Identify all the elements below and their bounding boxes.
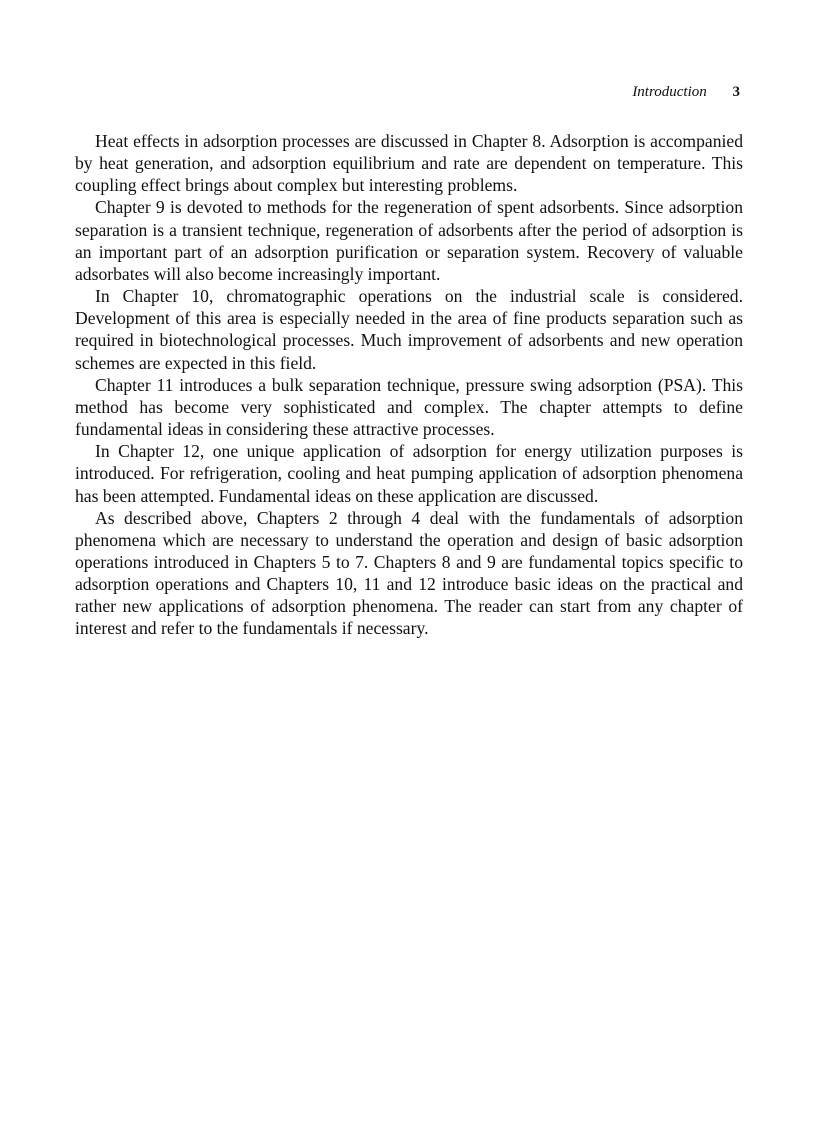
paragraph-chapter-12: In Chapter 12, one unique application of adsorption for energy utilization purposes is introduced. For refrigeration, cooling and heat pumping application of adsorption phenomena has been attempted. Fundamental ideas on these application are discussed. — [75, 441, 743, 506]
paragraph-chapter-9: Chapter 9 is devoted to methods for the regeneration of spent adsorbents. Since adsorption separation is a transient technique, regeneration of adsorbents after the period of adsorption is an important part of an adsorption purification or separation system. Recovery of valuable adsorbates will also become increasingly important. — [75, 197, 743, 284]
paragraph-chapter-10: In Chapter 10, chromatographic operations on the industrial scale is considered. Development of this area is especially needed in the area of fine products separation such as required in biotechnological processes. Much improvement of adsorbents and new operation schemes are expected in this field. — [75, 286, 743, 373]
page-number: 3 — [732, 84, 740, 100]
running-title: Introduction — [632, 84, 707, 100]
paragraph-chapter-11: Chapter 11 introduces a bulk separation technique, pressure swing adsorption (PSA). This method has become very sophisticated and complex. The chapter attempts to define fundamental ideas in considering these attractive processes. — [75, 374, 743, 440]
body-text — [75, 130, 743, 640]
running-head — [632, 84, 740, 101]
paragraph-chapter-8: Heat effects in adsorption processes are discussed in Chapter 8. Adsorption is accompanied by heat generation, and adsorption equilibrium and rate are dependent on temperature. This coupling effect brings about complex but interesting problems. — [75, 131, 743, 196]
paragraph-summary: As described above, Chapters 2 through 4 deal with the fundamentals of adsorption phenomena which are necessary to understand the operation and design of basic adsorption operations introduced in Chapters 5 to 7. Chapters 8 and 9 are fundamental topics specific to adsorption operations and Chapters 10, 11 and 12 introduce basic ideas on the practical and rather new applications of adsorption phenomena. The reader can start from any chapter of interest and refer to the fundamentals if necessary. — [75, 507, 743, 639]
